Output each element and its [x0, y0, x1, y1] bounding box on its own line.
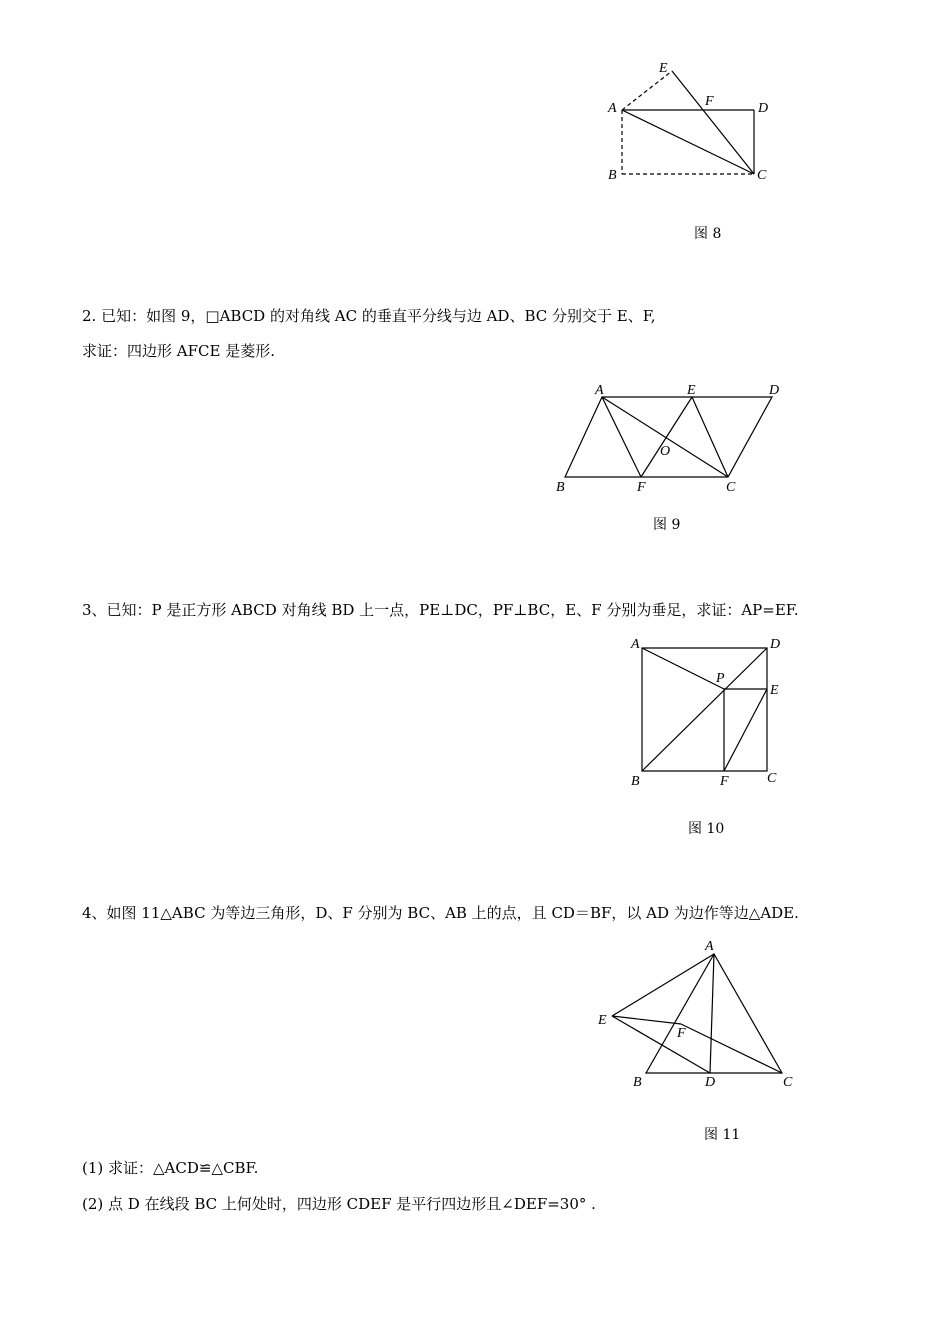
fig10-label-F: F [720, 774, 729, 789]
problem-4-statement: 4、如图 11△ABC 为等边三角形，D、F 分别为 BC、AB 上的点，且 CD＝BF，以 AD 为边作等边△ADE. [82, 904, 799, 922]
figure-10-caption: 图 10 [688, 821, 725, 837]
fig11-label-A: A [705, 939, 714, 954]
figure-8-caption: 图 8 [694, 226, 722, 242]
fig10-diagonal-BD [642, 648, 767, 771]
fig10-label-E: E [770, 683, 779, 698]
figure-10-diagram [625, 632, 790, 792]
fig11-edge-FC [681, 1024, 782, 1073]
fig8-edge-AE [622, 71, 672, 110]
problem-4-part-2: (2) 点 D 在线段 BC 上何处时，四边形 CDEF 是平行四边形且∠DEF=30° . [82, 1195, 596, 1213]
fig11-label-E: E [598, 1013, 607, 1028]
fig9-label-A: A [595, 383, 604, 398]
fig8-edge-AC [622, 110, 754, 174]
fig10-edge-AP [642, 648, 724, 689]
fig9-label-B: B [556, 480, 565, 495]
fig10-label-P: P [716, 671, 725, 686]
fig10-label-B: B [631, 774, 640, 789]
fig9-label-F: F [637, 480, 646, 495]
figure-9-caption: 图 9 [653, 517, 681, 533]
fig11-label-C: C [783, 1075, 793, 1090]
fig8-label-C: C [757, 168, 767, 183]
fig10-label-D: D [770, 637, 781, 652]
fig11-edge-AD [710, 954, 714, 1073]
figure-8-diagram [600, 55, 780, 190]
problem-3-statement: 3、已知：P 是正方形 ABCD 对角线 BD 上一点，PE⊥DC，PF⊥BC，E、F 分别为垂足，求证：AP=EF. [82, 601, 799, 619]
figure-9-diagram [550, 380, 790, 495]
fig8-label-D: D [758, 101, 769, 116]
fig9-parallelogram-ABCD [565, 397, 772, 477]
figure-11-diagram [590, 930, 805, 1090]
fig10-label-C: C [767, 771, 777, 786]
fig8-label-E: E [659, 61, 668, 76]
fig9-label-D: D [769, 383, 780, 398]
fig8-label-B: B [608, 168, 617, 183]
fig8-label-A: A [608, 101, 617, 116]
fig8-edge-EC [672, 71, 754, 174]
fig11-edge-EF [612, 1016, 681, 1024]
fig9-edge-EF [641, 397, 692, 477]
fig9-label-C: C [726, 480, 736, 495]
fig11-edge-AE [612, 954, 714, 1016]
fig9-label-O: O [660, 444, 671, 459]
problem-4-part-1: (1) 求证：△ACD≌△CBF. [82, 1159, 259, 1177]
problem-2-prove: 求证：四边形 AFCE 是菱形. [82, 342, 275, 360]
problem-2-statement: 2. 已知：如图 9，□ABCD 的对角线 AC 的垂直平分线与边 AD、BC 分别交于 E、F, [82, 307, 656, 325]
fig10-edge-EF [724, 689, 767, 771]
fig10-label-A: A [631, 637, 640, 652]
figure-11-caption: 图 11 [704, 1127, 741, 1143]
fig11-edge-ED [612, 1016, 710, 1073]
fig11-label-D: D [705, 1075, 716, 1090]
fig11-label-F: F [677, 1026, 686, 1041]
fig8-label-F: F [705, 94, 714, 109]
fig9-label-E: E [687, 383, 696, 398]
fig11-label-B: B [633, 1075, 642, 1090]
